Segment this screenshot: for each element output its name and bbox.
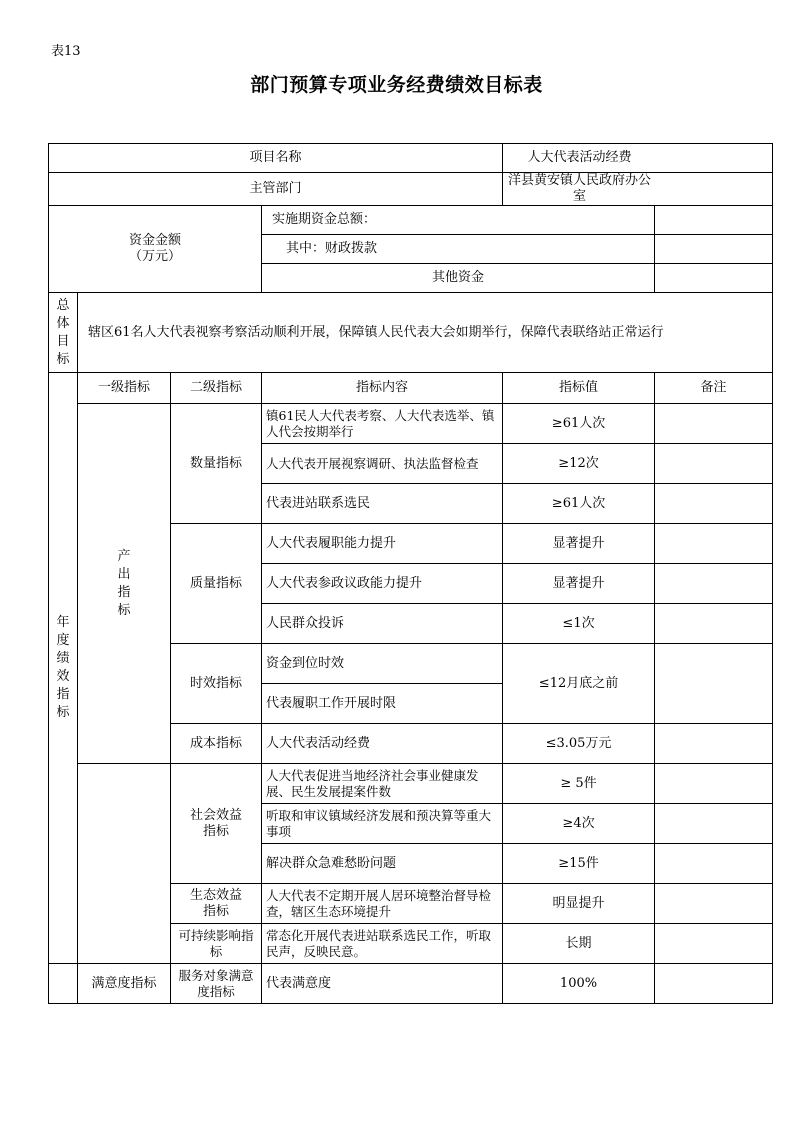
indicator-value: 显著提升	[503, 524, 655, 564]
indicator-remark	[655, 564, 773, 604]
page-title: 部门预算专项业务经费绩效目标表	[250, 74, 543, 96]
indicator-content: 人大代表开展视察调研、执法监督检查	[262, 444, 503, 484]
sustain-indicator-label: 可持续影响指标	[171, 924, 262, 964]
indicator-value: ≥12次	[503, 444, 655, 484]
quality-indicator-label: 质量指标	[171, 524, 262, 644]
output-indicator-label: 产出指标	[78, 404, 171, 764]
indicator-remark	[655, 844, 773, 884]
indicator-content: 代表履职工作开展时限	[262, 684, 503, 724]
social-indicator-label: 社会效益指标	[171, 764, 262, 884]
indicator-value: ≥4次	[503, 804, 655, 844]
indicator-content: 解决群众急难愁盼问题	[262, 844, 503, 884]
indicator-header-row	[49, 373, 773, 404]
funds-label: 资金金额 （万元）	[49, 206, 262, 293]
table-row	[49, 964, 773, 1004]
funds-fiscal-value	[655, 235, 773, 264]
indicator-content: 常态化开展代表进站联系选民工作，听取民声，反映民意。	[262, 924, 503, 964]
indicator-content: 资金到位时效	[262, 644, 503, 684]
indicator-value: 长期	[503, 924, 655, 964]
indicator-content: 人大代表促进当地经济社会事业健康发展、民生发展提案件数	[262, 764, 503, 804]
department-value: 洋县黄安镇人民政府办公室	[503, 173, 773, 206]
funds-total-label-text: 实施期资金总额：	[272, 212, 377, 227]
header-content: 指标内容	[262, 373, 503, 404]
indicator-remark	[655, 724, 773, 764]
indicator-content: 人大代表活动经费	[262, 724, 503, 764]
indicator-content: 代表满意度	[262, 964, 503, 1004]
indicator-value: ≥61人次	[503, 484, 655, 524]
indicator-remark	[655, 524, 773, 564]
indicator-value: ≥61人次	[503, 404, 655, 444]
indicator-value: 显著提升	[503, 564, 655, 604]
funds-total-value	[655, 206, 773, 235]
funds-other-label: 其他资金	[262, 264, 655, 293]
quantity-indicator-label: 数量指标	[171, 404, 262, 524]
indicator-content: 人大代表参政议政能力提升	[262, 564, 503, 604]
indicator-value: ≥15件	[503, 844, 655, 884]
indicator-value: ≤12月底之前	[503, 644, 655, 724]
project-name-label: 项目名称	[49, 144, 503, 173]
funds-total-label	[262, 206, 655, 235]
indicator-content: 人大代表不定期开展人居环境整治督导检查，辖区生态环境提升	[262, 884, 503, 924]
indicator-content: 听取和审议镇域经济发展和预决算等重大事项	[262, 804, 503, 844]
funds-fiscal-label: 其中：财政拨款	[262, 235, 655, 264]
header-value: 指标值	[503, 373, 655, 404]
indicator-remark	[655, 924, 773, 964]
funds-other-value	[655, 264, 773, 293]
header-remark: 备注	[655, 373, 773, 404]
overall-goal-row	[49, 293, 773, 373]
table-row	[49, 404, 773, 444]
indicator-value: ≤1次	[503, 604, 655, 644]
performance-table	[48, 143, 773, 1004]
timeliness-indicator-label: 时效指标	[171, 644, 262, 724]
header-level2: 二级指标	[171, 373, 262, 404]
satisfaction-indicator-label: 满意度指标	[78, 964, 171, 1004]
annual-indicators-label: 年度绩效指标	[49, 373, 78, 964]
indicator-remark	[655, 764, 773, 804]
project-name-row	[49, 144, 773, 173]
department-row	[49, 173, 773, 206]
department-label: 主管部门	[49, 173, 503, 206]
indicator-content: 人大代表履职能力提升	[262, 524, 503, 564]
indicator-remark	[655, 604, 773, 644]
indicator-remark	[655, 884, 773, 924]
overall-goal-text: 辖区61名人大代表视察考察活动顺利开展，保障镇人民代表大会如期举行，保障代表联络站正常运行	[78, 293, 773, 373]
document-number: 表13	[51, 44, 81, 59]
indicator-content: 代表进站联系选民	[262, 484, 503, 524]
overall-goal-label: 总体目标	[49, 293, 78, 373]
indicator-value: 100%	[503, 964, 655, 1004]
indicator-content: 人民群众投诉	[262, 604, 503, 644]
indicator-remark	[655, 804, 773, 844]
indicator-remark	[655, 644, 773, 724]
indicator-content: 镇61民人大代表考察、人大代表选举、镇人代会按期举行	[262, 404, 503, 444]
indicator-remark	[655, 964, 773, 1004]
indicator-value: ≥ 5件	[503, 764, 655, 804]
indicator-value: ≤3.05万元	[503, 724, 655, 764]
indicator-remark	[655, 444, 773, 484]
indicator-remark	[655, 404, 773, 444]
project-name-value: 人大代表活动经费	[503, 144, 773, 173]
service-satisfaction-label: 服务对象满意度指标	[171, 964, 262, 1004]
indicator-remark	[655, 484, 773, 524]
effect-indicator-label	[78, 764, 171, 964]
indicator-value: 明显提升	[503, 884, 655, 924]
cost-indicator-label: 成本指标	[171, 724, 262, 764]
eco-indicator-label: 生态效益指标	[171, 884, 262, 924]
header-level1: 一级指标	[78, 373, 171, 404]
table-row	[49, 764, 773, 804]
